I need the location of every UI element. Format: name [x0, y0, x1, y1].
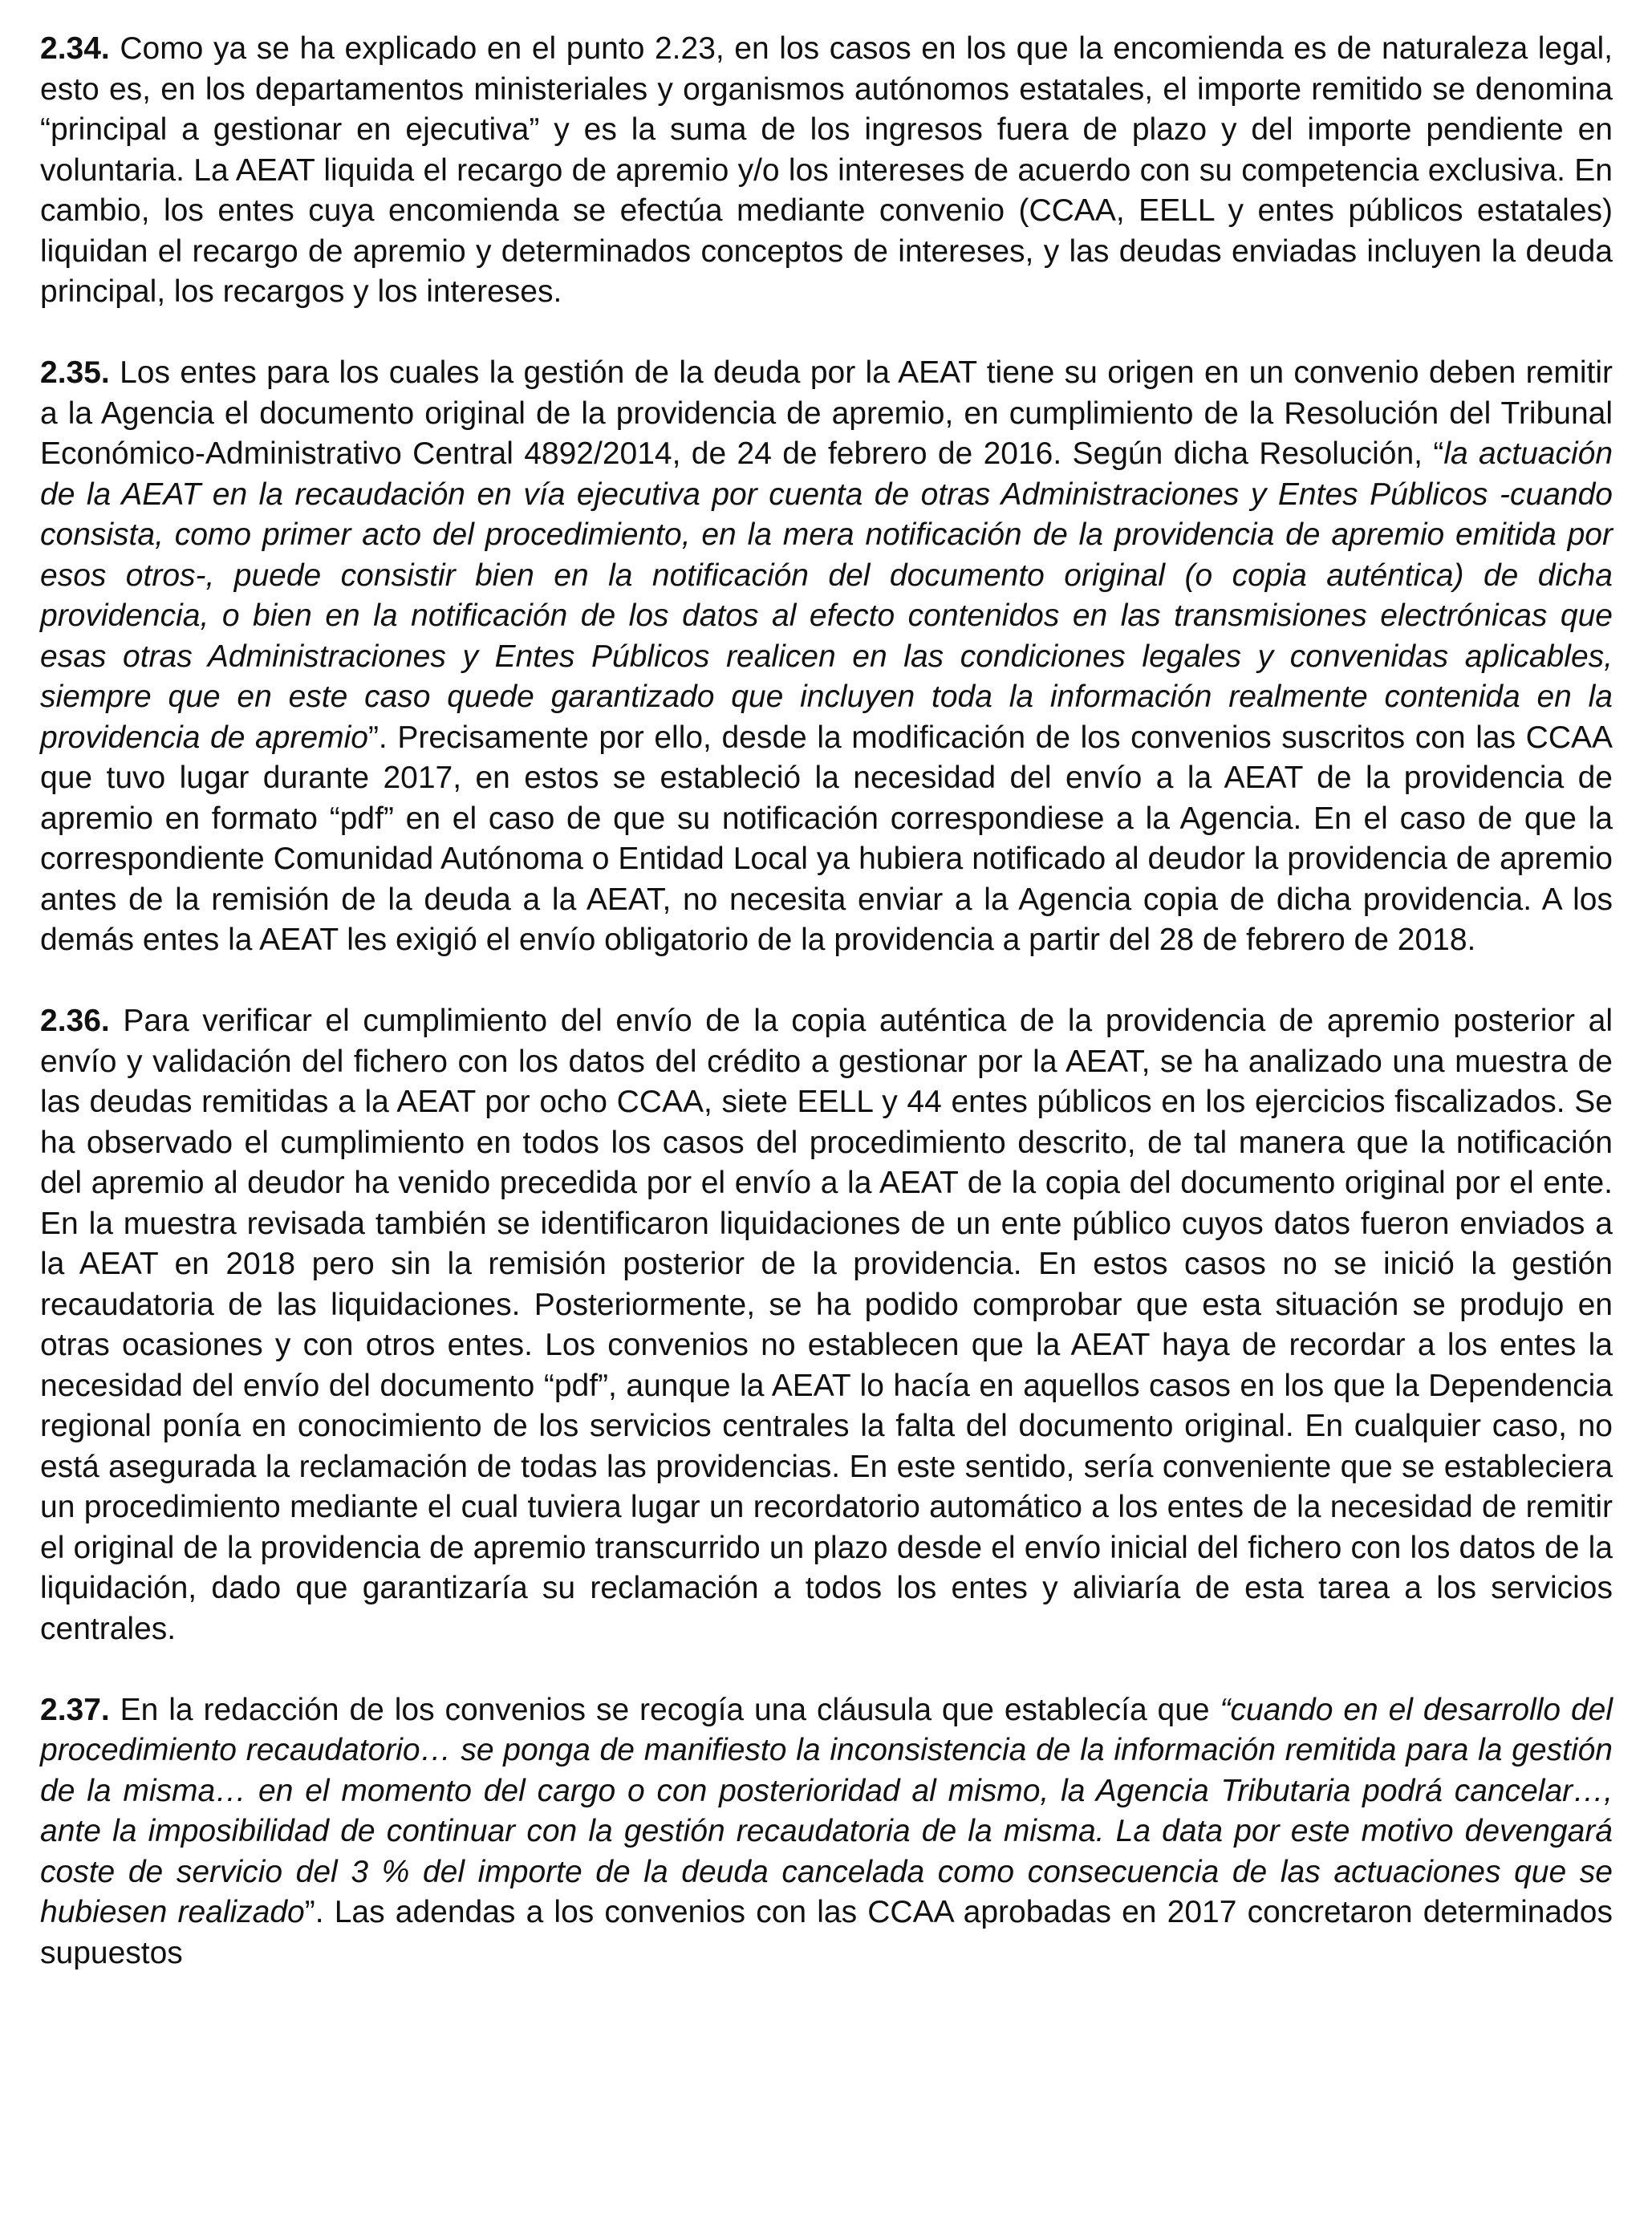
- paragraph-text: En la redacción de los convenios se recogía una cláusula que establecía que: [109, 1692, 1220, 1727]
- paragraph-2-35: [40, 353, 1613, 961]
- paragraph-number: 2.37.: [40, 1692, 110, 1727]
- paragraph-text: Para verificar el cumplimiento del envío de la copia auténtica de la providencia de apremio posterior al envío y validación del fichero con los datos del crédito a gestionar por la AEAT, se ha analizado una muestra de las deudas remitidas a la AEAT por ocho CCAA, siete EELL y 44 entes públicos en los ejercicios fiscalizados. Se ha observado el cumplimiento en todos los casos del procedimiento descrito, de tal manera que la notificación del apremio al deudor ha venido precedida por el envío a la AEAT de la copia del documento original por el ente. En la muestra revisada también se identificaron liquidaciones de un ente público cuyos datos fueron enviados a la AEAT en 2018 pero sin la remisión posterior de la providencia. En estos casos no se inició la gestión recaudatoria de las liquidaciones. Posteriormente, se ha podido comprobar que esta situación se produjo en otras ocasiones y con otros entes. Los convenios no establecen que la AEAT haya de recordar a los entes la necesidad del envío del documento “pdf”, aunque la AEAT lo hacía en aquellos casos en los que la Dependencia regional ponía en conocimiento de los servicios centrales la falta del documento original. En cualquier caso, no está asegurada la reclamación de todas las providencias. En este sentido, sería conveniente que se estableciera un procedimiento mediante el cual tuviera lugar un recordatorio automático a los entes de la necesidad de remitir el original de la providencia de apremio transcurrido un plazo desde el envío inicial del fichero con los datos de la liquidación, dado que garantizaría su reclamación a todos los entes y aliviaría de esta tarea a los servicios centrales.: [40, 1004, 1613, 1646]
- paragraph-text: Los entes para los cuales la gestión de la deuda por la AEAT tiene su origen en un convenio deben remitir a la Agencia el documento original de la providencia de apremio, en cumplimiento de la Resolución del Tribunal Económico-Administrativo Central 4892/2014, de 24 de febrero de 2016. Según dicha Resolución, “: [40, 355, 1613, 471]
- paragraph-number: 2.35.: [40, 355, 110, 390]
- paragraph-text: ”. Las adendas a los convenios con las CCAA aprobadas en 2017 concretaron determinados supuestos: [40, 1895, 1613, 1970]
- quoted-resolution-text: la actuación de la AEAT en la recaudación en vía ejecutiva por cuenta de otras Administraciones y Entes Públicos -cuando consista, como primer acto del procedimiento, en la mera notificación de la providencia de apremio emitida por esos otros-, puede consistir bien en la notificación del documento original (o copia auténtica) de dicha providencia, o bien en la notificación de los datos al efecto contenidos en las transmisiones electrónicas que esas otras Administraciones y Entes Públicos realicen en las condiciones legales y convenidas aplicables, siempre que en este caso quede garantizado que incluyen toda la información realmente contenida en la providencia de apremio: [40, 436, 1613, 755]
- paragraph-number: 2.34.: [40, 31, 110, 66]
- paragraph-text: ”. Precisamente por ello, desde la modificación de los convenios suscritos con las CCAA que tuvo lugar durante 2017, en estos se estableció la necesidad del envío a la AEAT de la providencia de apremio en formato “pdf” en el caso de que su notificación correspondiese a la Agencia. En el caso de que la correspondiente Comunidad Autónoma o Entidad Local ya hubiera notificado al deudor la providencia de apremio antes de la remisión de la deuda a la AEAT, no necesita enviar a la Agencia copia de dicha providencia. A los demás entes la AEAT les exigió el envío obligatorio de la providencia a partir del 28 de febrero de 2018.: [40, 720, 1613, 957]
- document-page: [40, 29, 1613, 1973]
- paragraph-text: Como ya se ha explicado en el punto 2.23, en los casos en los que la encomienda es de naturaleza legal, esto es, en los departamentos ministeriales y organismos autónomos estatales, el importe remitido se denomina “principal a gestionar en ejecutiva” y es la suma de los ingresos fuera de plazo y del importe pendiente en voluntaria. La AEAT liquida el recargo de apremio y/o los intereses de acuerdo con su competencia exclusiva. En cambio, los entes cuya encomienda se efectúa mediante convenio (CCAA, EELL y entes públicos estatales) liquidan el recargo de apremio y determinados conceptos de intereses, y las deudas enviadas incluyen la deuda principal, los recargos y los intereses.: [40, 31, 1613, 309]
- paragraph-number: 2.36.: [40, 1004, 110, 1038]
- paragraph-2-34: [40, 29, 1613, 313]
- paragraph-2-36: [40, 1001, 1613, 1649]
- paragraph-2-37: [40, 1690, 1613, 1974]
- quoted-clause-text: “cuando en el desarrollo del procedimiento recaudatorio… se ponga de manifiesto la inconsistencia de la información remitida para la gestión de la misma… en el momento del cargo o con posterioridad al mismo, la Agencia Tributaria podrá cancelar…, ante la imposibilidad de continuar con la gestión recaudatoria de la misma. La data por este motivo devengará coste de servicio del 3 % del importe de la deuda cancelada como consecuencia de las actuaciones que se hubiesen realizado: [40, 1692, 1613, 1929]
